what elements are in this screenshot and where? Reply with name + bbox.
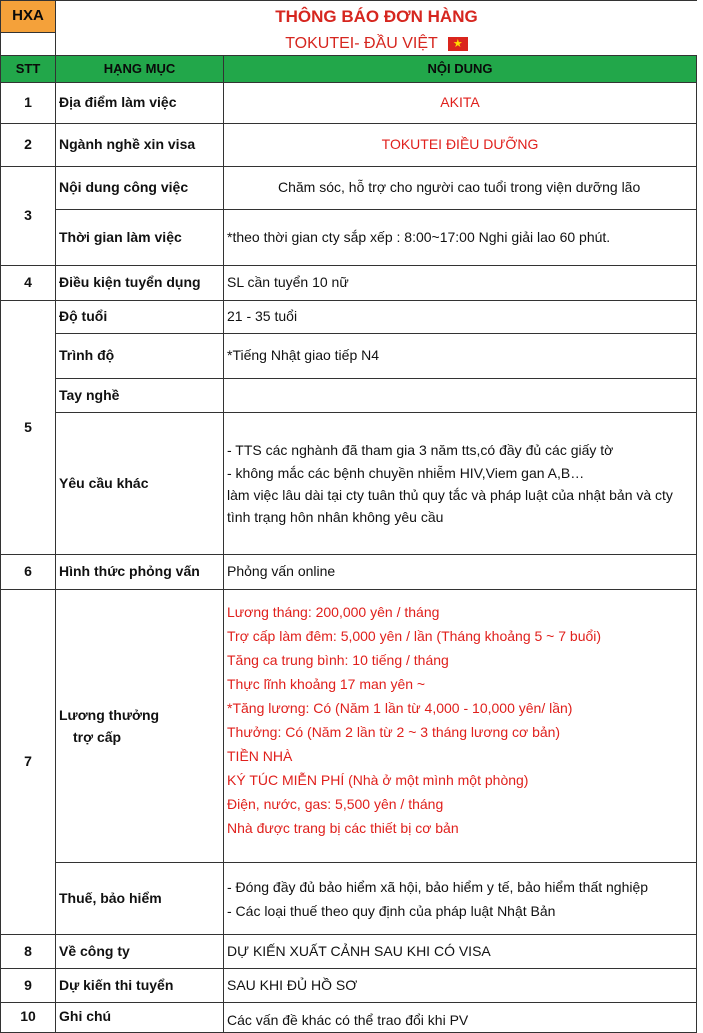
row-9-content[interactable]: SAU KHI ĐỦ HỒ SƠ	[224, 969, 697, 1003]
code-label: HXA	[12, 7, 44, 25]
salary-line: KÝ TÚC MIỄN PHÍ (Nhà ở một mình một phòng)	[227, 772, 529, 788]
row-6-category[interactable]: Hình thức phỏng vấn	[56, 555, 224, 590]
row-7-stt[interactable]: 7	[0, 590, 56, 935]
row-3-stt[interactable]: 3	[0, 167, 56, 266]
row-1-stt[interactable]: 1	[0, 83, 56, 124]
row-7-tax-value[interactable]	[224, 863, 697, 935]
row-4-category[interactable]: Điều kiện tuyển dụng	[56, 266, 224, 301]
row-7-salary-label[interactable]: Lương thưởng trợ cấp	[56, 590, 224, 863]
row-2-stt[interactable]: 2	[0, 124, 56, 167]
notice-title-cell[interactable]	[56, 0, 697, 33]
requirement-line: - không mắc các bệnh chuyền nhiễm HIV,Viem gan A,B…	[227, 464, 585, 481]
tax-line: - Các loại thuế theo quy định của pháp luật Nhật Bản	[227, 902, 556, 919]
row-9-stt[interactable]: 9	[0, 969, 56, 1003]
row-7-salary-value[interactable]	[224, 590, 697, 863]
column-header-content[interactable]: NỘI DUNG	[224, 56, 697, 83]
notice-subtitle: TOKUTEI- ĐẦU VIỆT	[285, 35, 438, 52]
row-6-content[interactable]: Phỏng vấn online	[224, 555, 697, 590]
row-8-content[interactable]: DỰ KIẾN XUẤT CẢNH SAU KHI CÓ VISA	[224, 935, 697, 969]
salary-line: Điện, nước, gas: 5,500 yên / tháng	[227, 796, 444, 812]
row-5-other-value[interactable]	[224, 413, 697, 555]
row-5-skill-label[interactable]: Tay nghề	[56, 379, 224, 413]
row-5-age-label[interactable]: Độ tuổi	[56, 301, 224, 334]
salary-line: Lương tháng: 200,000 yên / tháng	[227, 604, 440, 620]
salary-line: TIỀN NHÀ	[227, 748, 293, 764]
column-header-stt[interactable]: STT	[0, 56, 56, 83]
row-5-skill-value[interactable]	[224, 379, 697, 413]
row-2-content[interactable]: TOKUTEI ĐIỀU DƯỠNG	[224, 124, 697, 167]
notice-title: THÔNG BÁO ĐƠN HÀNG	[275, 7, 478, 27]
salary-line: Nhà được trang bị các thiết bị cơ bản	[227, 820, 459, 836]
salary-line: Tăng ca trung bình: 10 tiếng / tháng	[227, 652, 449, 668]
row-10-category[interactable]: Ghi chú	[56, 1003, 224, 1033]
row-9-category[interactable]: Dự kiến thi tuyển	[56, 969, 224, 1003]
row-1-category[interactable]: Địa điểm làm việc	[56, 83, 224, 124]
row-5-education-value[interactable]: *Tiếng Nhật giao tiếp N4	[224, 334, 697, 379]
row-2-category[interactable]: Ngành nghề xin visa	[56, 124, 224, 167]
row-6-stt[interactable]: 6	[0, 555, 56, 590]
row-10-content[interactable]: Các vấn đề khác có thể trao đổi khi PV	[224, 1003, 697, 1033]
salary-line: Trợ cấp làm đêm: 5,000 yên / lần (Tháng khoảng 5 ~ 7 buổi)	[227, 628, 602, 644]
row-8-stt[interactable]: 8	[0, 935, 56, 969]
requirement-line: tình trạng hôn nhân không yêu cầu	[227, 508, 444, 525]
salary-line: Thực lĩnh khoảng 17 man yên ~	[227, 676, 426, 692]
row-8-category[interactable]: Về công ty	[56, 935, 224, 969]
requirement-line: - TTS các nghành đã tham gia 3 năm tts,có đầy đủ các giấy tờ	[227, 441, 614, 458]
row-5-other-label[interactable]: Yêu cầu khác	[56, 413, 224, 555]
row-5-stt[interactable]: 5	[0, 301, 56, 555]
row-3-work-time-value[interactable]: *theo thời gian cty sắp xếp : 8:00~17:00 Nghi giải lao 60 phút.	[224, 210, 697, 266]
salary-line: *Tăng lương: Có (Năm 1 lần từ 4,000 - 10,000 yên/ lần)	[227, 700, 573, 716]
blank-corner	[0, 33, 56, 56]
tax-line: - Đóng đầy đủ bảo hiểm xã hội, bảo hiểm y tế, bảo hiểm thất nghiệp	[227, 878, 649, 895]
row-3-work-time-label[interactable]: Thời gian làm việc	[56, 210, 224, 266]
row-3-job-content-value[interactable]: Chăm sóc, hỗ trợ cho người cao tuổi trong viện dưỡng lão	[224, 167, 697, 210]
row-10-stt[interactable]: 10	[0, 1003, 56, 1033]
requirement-line: làm việc lâu dài tại cty tuân thủ quy tắc và pháp luật của nhật bản và cty	[227, 486, 673, 503]
row-7-tax-label[interactable]: Thuế, bảo hiểm	[56, 863, 224, 935]
row-5-age-value[interactable]: 21 - 35 tuổi	[224, 301, 697, 334]
row-1-content[interactable]: AKITA	[224, 83, 697, 124]
row-4-stt[interactable]: 4	[0, 266, 56, 301]
row-5-education-label[interactable]: Trình độ	[56, 334, 224, 379]
row-3-job-content-label[interactable]: Nội dung công việc	[56, 167, 224, 210]
row-4-content[interactable]: SL cần tuyển 10 nữ	[224, 266, 697, 301]
column-header-category[interactable]: HẠNG MỤC	[56, 56, 224, 83]
code-cell[interactable]	[0, 0, 56, 33]
notice-subtitle-cell[interactable]	[56, 33, 697, 56]
vietnam-flag-icon: ★	[448, 37, 468, 51]
salary-line: Thưởng: Có (Năm 2 lần từ 2 ~ 3 tháng lương cơ bản)	[227, 724, 561, 740]
